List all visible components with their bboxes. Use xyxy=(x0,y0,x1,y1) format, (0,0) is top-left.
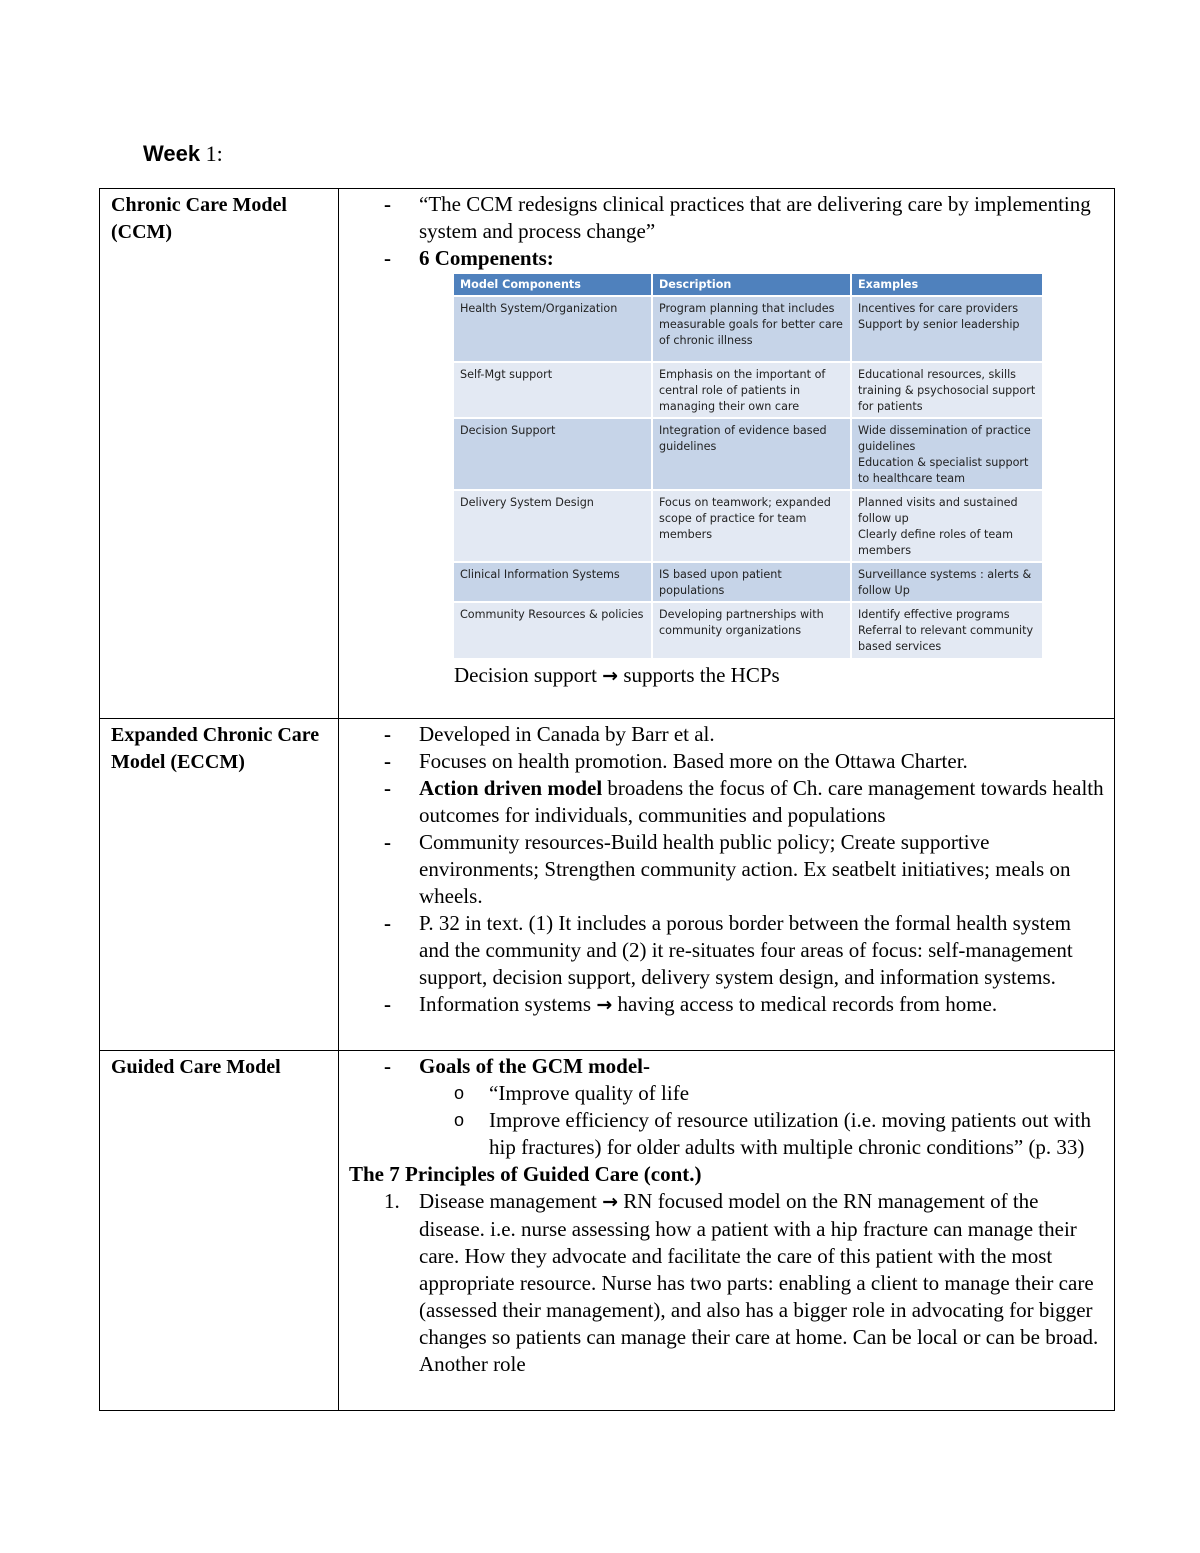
eccm-bullet-rest: broadens the focus of Ch. care management towards health outcomes for individuals, communities and populations xyxy=(419,776,1104,827)
gcm-principles-heading-text: The 7 Principles of Guided Care (cont.) xyxy=(349,1162,702,1186)
gcm-goal: o Improve efficiency of resource utilization (i.e. moving patients out with hip fractures) for older adults with multiple chronic conditions” (p. 33) xyxy=(349,1107,1106,1161)
components-header-description: Description xyxy=(652,274,851,296)
gcm-label-cell xyxy=(100,1051,339,1411)
component-name: Community Resources & policies xyxy=(454,602,652,658)
gcm-principle-text: RN focused model on the RN management of the disease. i.e. nurse assessing how a patient with a hip fracture can manage their care. How they advocate and facilitate the care of this patient with the most appropriate resource. Nurse has two parts: enabling a client to manage their care (assessed their management), and also has a bigger role in advocating for bigger changes so patients can manage their care at home. Can be local or can be broad. Another role xyxy=(419,1189,1099,1376)
component-name: Decision Support xyxy=(454,418,652,490)
eccm-info-right: having access to medical records from home. xyxy=(617,992,998,1016)
components-row xyxy=(454,562,1043,602)
components-row xyxy=(454,362,1043,418)
component-examples: Identify effective programs Referral to relevant community based services xyxy=(851,602,1043,658)
gcm-principle-left: Disease management xyxy=(419,1189,597,1213)
eccm-row xyxy=(100,719,1115,1051)
week-number: 1: xyxy=(205,141,223,166)
eccm-bullet xyxy=(349,991,1106,1019)
components-row xyxy=(454,602,1043,658)
eccm-label-cell xyxy=(100,719,339,1051)
component-description: Integration of evidence based guidelines xyxy=(652,418,851,490)
components-header-row xyxy=(454,274,1043,296)
components-row xyxy=(454,490,1043,562)
component-description: IS based upon patient populations xyxy=(652,562,851,602)
ccm-components-heading: 6 Compenents: xyxy=(419,246,554,270)
ccm-label: Chronic Care Model (CCM) xyxy=(111,194,287,243)
ccm-bullet-components xyxy=(349,245,1106,272)
component-name: Clinical Information Systems xyxy=(454,562,652,602)
gcm-principles-heading xyxy=(349,1161,1106,1188)
eccm-content-cell xyxy=(339,719,1115,1051)
right-arrow-icon: → xyxy=(596,994,613,1016)
component-examples: Planned visits and sustained follow up Clearly define roles of team members xyxy=(851,490,1043,562)
decision-support-left: Decision support xyxy=(454,663,597,687)
gcm-label: Guided Care Model xyxy=(111,1056,281,1078)
component-examples: Wide dissemination of practice guidelines Education & specialist support to healthcare team xyxy=(851,418,1043,490)
gcm-principle xyxy=(349,1188,1106,1378)
component-description: Emphasis on the important of central role of patients in managing their own care xyxy=(652,362,851,418)
components-header-examples: Examples xyxy=(851,274,1043,296)
component-name: Delivery System Design xyxy=(454,490,652,562)
eccm-bullet: - P. 32 in text. (1) It includes a porous border between the formal health system and the community and (2) it re-situates four areas of focus: self-management support, decision support, delivery system design, and information systems. xyxy=(349,910,1106,991)
component-name: Self-Mgt support xyxy=(454,362,652,418)
decision-support-right: supports the HCPs xyxy=(623,663,780,687)
eccm-bullet xyxy=(349,775,1106,829)
component-examples: Surveillance systems : alerts & follow Up xyxy=(851,562,1043,602)
eccm-bullet: - Community resources-Build health public policy; Create supportive environments; Strengthen community action. Ex seatbelt initiatives; meals on wheels. xyxy=(349,829,1106,910)
component-description: Program planning that includes measurable goals for better care of chronic illness xyxy=(652,296,851,362)
eccm-bullet: - Focuses on health promotion. Based more on the Ottawa Charter. xyxy=(349,748,1106,775)
decision-support-note xyxy=(454,662,1106,690)
component-examples: Incentives for care providers Support by senior leadership xyxy=(851,296,1043,362)
gcm-row xyxy=(100,1051,1115,1411)
right-arrow-icon: → xyxy=(602,665,619,687)
right-arrow-icon: → xyxy=(602,1191,619,1213)
components-row xyxy=(454,296,1043,362)
component-examples: Educational resources, skills training & psychosocial support for patients xyxy=(851,362,1043,418)
eccm-label: Expanded Chronic Care Model (ECCM) xyxy=(111,724,320,773)
notes-table xyxy=(99,188,1115,1411)
gcm-goals-heading: Goals of the GCM model- xyxy=(419,1054,650,1078)
component-description: Developing partnerships with community organizations xyxy=(652,602,851,658)
component-name: Health System/Organization xyxy=(454,296,652,362)
gcm-principle-number: 1. xyxy=(384,1189,400,1213)
components-table xyxy=(454,274,1044,658)
ccm-row xyxy=(100,189,1115,719)
week-title xyxy=(143,141,223,167)
component-description: Focus on teamwork; expanded scope of practice for team members xyxy=(652,490,851,562)
ccm-label-cell xyxy=(100,189,339,719)
components-row xyxy=(454,418,1043,490)
eccm-info-left: Information systems xyxy=(419,992,592,1016)
gcm-goal: o “Improve quality of life xyxy=(349,1080,1106,1107)
week-label: Week xyxy=(143,141,201,166)
gcm-goals-bullet xyxy=(349,1053,1106,1080)
ccm-bullet-quote: - “The CCM redesigns clinical practices that are delivering care by implementing system and process change” xyxy=(349,191,1106,245)
gcm-content-cell xyxy=(339,1051,1115,1411)
eccm-bullet: - Developed in Canada by Barr et al. xyxy=(349,721,1106,748)
eccm-bullet-bold: Action driven model xyxy=(419,776,603,800)
ccm-content-cell xyxy=(339,189,1115,719)
components-header-model: Model Components xyxy=(454,274,652,296)
